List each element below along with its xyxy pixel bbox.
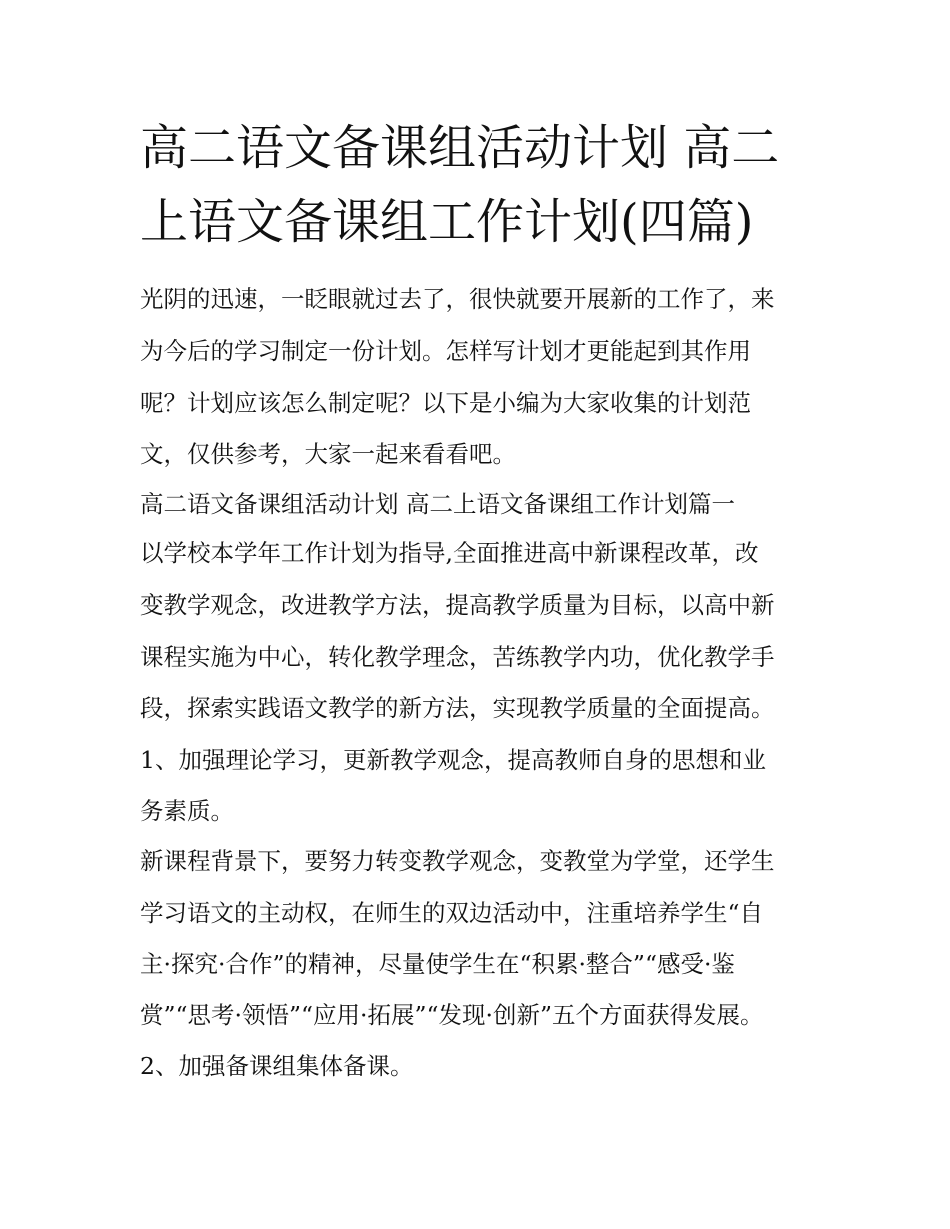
paragraph-line: 课程实施为中心，转化教学理念，苦练教学内功，优化教学手 [140,643,775,671]
paragraph-line: 呢？计划应该怎么制定呢？以下是小编为大家收集的计划范 [140,389,751,417]
paragraph-line: 学习语文的主动权，在师生的双边活动中，注重培养学生“自 [140,899,764,927]
paragraph-line: 务素质。 [140,797,234,825]
paragraph-line: 主·探究·合作”的精神，尽量使学生在“积累·整合”“感受·鉴 [140,950,735,978]
paragraph-line: 光阴的迅速，一眨眼就过去了，很快就要开展新的工作了，来 [140,285,775,313]
paragraph-line: 为今后的学习制定一份计划。怎样写计划才更能起到其作用 [140,337,751,365]
numbered-item: 2、加强备课组集体备课。 [140,1052,414,1080]
paragraph-line: 以学校本学年工作计划为指导,全面推进高中新课程改革，改 [140,539,759,567]
document-title-line-2: 上语文备课组工作计划(四篇) [140,194,754,250]
document-title-line-1: 高二语文备课组活动计划 高二 [140,120,780,176]
paragraph-line: 文，仅供参考，大家一起来看看吧。 [140,440,516,468]
paragraph-line: 变教学观念，改进教学方法，提高教学质量为目标，以高中新 [140,591,775,619]
section-heading: 高二语文备课组活动计划 高二上语文备课组工作计划篇一 [140,490,735,518]
paragraph-line: 赏”“思考·领悟”“应用·拓展”“发现·创新”五个方面获得发展。 [140,1001,764,1029]
paragraph-line: 段，探索实践语文教学的新方法，实现教学质量的全面提高。 [140,694,775,722]
paragraph-line: 新课程背景下，要努力转变教学观念，变教堂为学堂，还学生 [140,847,775,875]
numbered-item: 1、加强理论学习，更新教学观念，提高教师自身的思想和业 [140,746,766,774]
